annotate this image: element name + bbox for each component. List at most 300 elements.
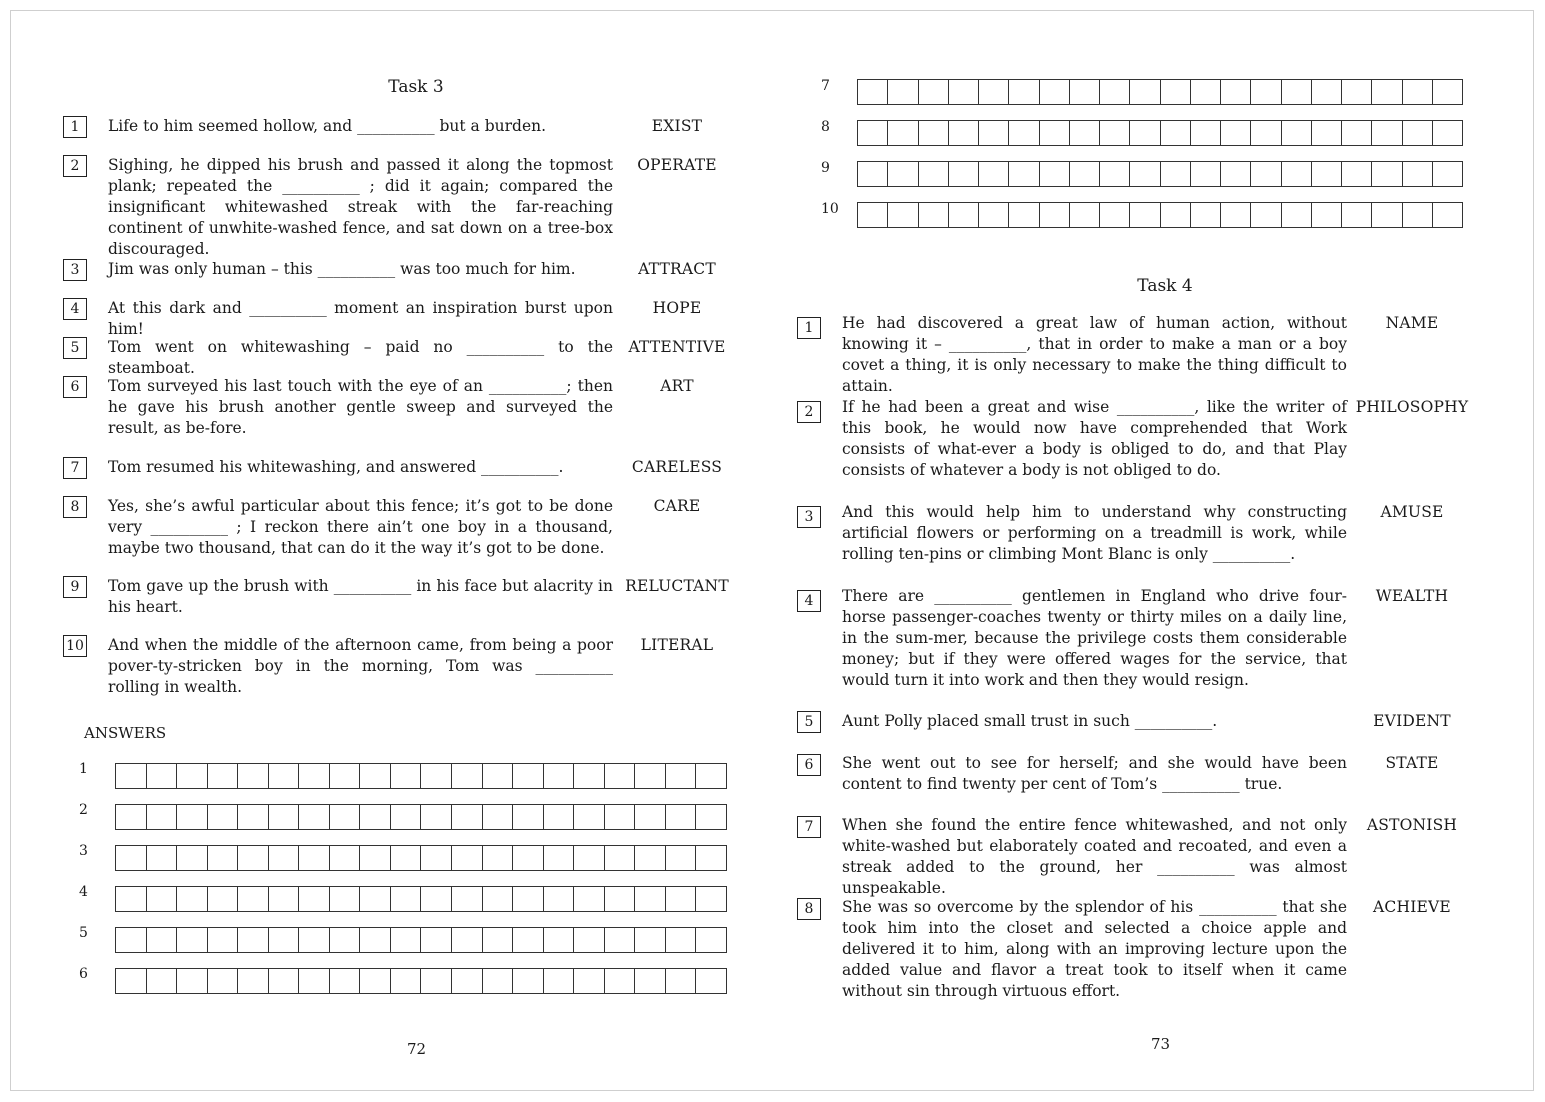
answer-cell[interactable] [635,928,666,952]
item-keyword: OPERATE [637,156,717,174]
answer-cell[interactable] [421,846,452,870]
answer-row-5 [79,925,729,955]
answer-row-number: 3 [79,843,88,859]
answer-cell[interactable] [1130,162,1160,186]
item-keyword: RELUCTANT [625,577,729,595]
answer-cell[interactable] [238,846,269,870]
answer-cell[interactable] [513,928,544,952]
answer-cell[interactable] [116,846,147,870]
answer-cell[interactable] [269,969,300,993]
item-number: 4 [797,590,821,612]
item-sentence: Life to him seemed hollow, and __________ but a burden. [108,117,547,135]
answer-cell[interactable] [1161,121,1191,145]
answer-row-1 [79,761,729,791]
answer-grid[interactable] [115,763,727,789]
answer-cell[interactable] [666,846,697,870]
answer-cell[interactable] [605,928,636,952]
answer-cell[interactable] [1221,80,1251,104]
answer-cell[interactable] [513,969,544,993]
answer-cell[interactable] [949,121,979,145]
item-sentence: She was so overcome by the splendor of his __________ that she took him into the closet and selected a choice apple and delivered it to him, along with an improving lecture upon the added value and flavor a treat took to itself when it came without sin through virtuous effort. [842,898,1347,1000]
task3-item-8 [63,496,733,562]
answer-cell[interactable] [1433,162,1462,186]
answer-cell[interactable] [1403,162,1433,186]
answer-row-4 [79,884,729,914]
answer-cell[interactable] [238,969,269,993]
answer-row-8 [821,119,1471,149]
answer-cell[interactable] [238,764,269,788]
answer-cell[interactable] [1403,80,1433,104]
answer-cell[interactable] [979,80,1009,104]
answer-cell[interactable] [177,764,208,788]
answer-cell[interactable] [1191,203,1221,227]
task3-item-9 [63,576,733,621]
answer-cell[interactable] [1161,162,1191,186]
item-number: 2 [63,155,87,177]
page-number: 72 [407,1040,427,1058]
task3-item-1 [63,116,733,140]
answer-cell[interactable] [483,928,514,952]
answer-cell[interactable] [208,969,239,993]
answer-cell[interactable] [544,805,575,829]
item-number: 9 [63,576,87,598]
answer-cell[interactable] [421,805,452,829]
answer-cell[interactable] [483,846,514,870]
item-number: 8 [797,898,821,920]
item-keyword: EVIDENT [1373,712,1451,730]
answer-cell[interactable] [949,162,979,186]
task-3-title: Task 3 [388,77,444,97]
task4-item-3 [797,502,1477,568]
item-number: 3 [797,506,821,528]
answer-grid[interactable] [115,804,727,830]
answer-cell[interactable] [513,887,544,911]
item-keyword: ASTONISH [1366,816,1458,834]
answer-cell[interactable] [1070,162,1100,186]
answers-label: ANSWERS [84,724,167,742]
answer-cell[interactable] [574,846,605,870]
answer-cell[interactable] [1161,203,1191,227]
answer-cell[interactable] [1040,80,1070,104]
item-keyword: PHILOSOPHY [1355,398,1469,416]
answer-cell[interactable] [299,887,330,911]
answer-cell[interactable] [1372,162,1402,186]
answer-cell[interactable] [1433,121,1462,145]
answer-cell[interactable] [269,887,300,911]
answer-grid[interactable] [115,886,727,912]
answer-cell[interactable] [116,764,147,788]
answer-cell[interactable] [1161,80,1191,104]
answer-cell[interactable] [979,121,1009,145]
answer-cell[interactable] [391,887,422,911]
answer-cell[interactable] [1040,121,1070,145]
answer-cell[interactable] [1251,80,1281,104]
answer-cell[interactable] [1342,162,1372,186]
item-keyword: WEALTH [1375,587,1449,605]
answer-cell[interactable] [147,887,178,911]
answer-cell[interactable] [208,928,239,952]
item-number: 5 [797,711,821,733]
answer-cell[interactable] [116,969,147,993]
item-keyword: STATE [1385,754,1439,772]
answer-cell[interactable] [208,764,239,788]
item-keyword: ATTRACT [638,260,716,278]
answer-cell[interactable] [1009,80,1039,104]
answer-row-number: 8 [821,119,830,135]
answer-cell[interactable] [360,928,391,952]
answer-grid[interactable] [857,79,1463,105]
answer-cell[interactable] [116,928,147,952]
answer-cell[interactable] [147,764,178,788]
answer-cell[interactable] [421,764,452,788]
item-keyword: EXIST [651,117,703,135]
answer-cell[interactable] [635,805,666,829]
answer-cell[interactable] [696,805,726,829]
item-number: 6 [63,376,87,398]
item-keyword: HOPE [652,299,702,317]
answer-cell[interactable] [544,846,575,870]
answer-cell[interactable] [513,846,544,870]
answer-cell[interactable] [1070,121,1100,145]
item-sentence: Yes, she’s awful particular about this fence; it’s got to be done very __________ ; I reckon there ain’t one boy in a thousand, maybe two thousand, that can do it the way it’s got to be done. [108,497,613,557]
page-number: 73 [1151,1035,1171,1053]
answer-cell[interactable] [858,203,888,227]
answer-row-number: 1 [79,761,88,777]
answer-cell[interactable] [1130,80,1160,104]
answer-cell[interactable] [1009,203,1039,227]
item-sentence: Tom gave up the brush with __________ in his face but alacrity in his heart. [108,577,613,616]
answer-cell[interactable] [919,80,949,104]
answer-cell[interactable] [574,969,605,993]
answer-cell[interactable] [452,969,483,993]
answer-cell[interactable] [949,203,979,227]
answer-cell[interactable] [1403,121,1433,145]
answer-cell[interactable] [391,928,422,952]
answer-cell[interactable] [1342,80,1372,104]
task3-item-5 [63,337,733,377]
task4-item-6 [797,753,1477,798]
item-keyword: ART [660,377,694,395]
answer-cell[interactable] [979,162,1009,186]
item-sentence: Tom resumed his whitewashing, and answered __________. [108,458,564,476]
answer-cell[interactable] [888,203,918,227]
answer-grid[interactable] [857,161,1463,187]
item-number: 5 [63,337,87,359]
item-keyword: CARELESS [631,458,723,476]
answer-cell[interactable] [544,928,575,952]
answer-cell[interactable] [269,846,300,870]
answer-cell[interactable] [177,969,208,993]
task4-item-4 [797,586,1477,696]
item-sentence: If he had been a great and wise __________, like the writer of this book, he would now have comprehended that Work consists of what-ever a body is obliged to do, and that Play consists of whatever a body is not obliged to do. [842,398,1347,479]
answer-cell[interactable] [452,887,483,911]
answer-cell[interactable] [666,805,697,829]
answer-cell[interactable] [635,969,666,993]
answer-cell[interactable] [483,887,514,911]
item-number: 7 [63,457,87,479]
answer-cell[interactable] [666,928,697,952]
answer-cell[interactable] [544,887,575,911]
answer-cell[interactable] [1312,80,1342,104]
answer-cell[interactable] [919,203,949,227]
answer-cell[interactable] [544,764,575,788]
answer-cell[interactable] [1009,162,1039,186]
answer-cell[interactable] [574,764,605,788]
answer-cell[interactable] [421,928,452,952]
answer-cell[interactable] [147,928,178,952]
answer-cell[interactable] [1070,203,1100,227]
answer-cell[interactable] [605,969,636,993]
answer-cell[interactable] [116,805,147,829]
answer-cell[interactable] [1342,121,1372,145]
answer-row-number: 7 [821,78,830,94]
answer-cell[interactable] [1433,203,1462,227]
answer-cell[interactable] [269,928,300,952]
answer-cell[interactable] [979,203,1009,227]
answer-cell[interactable] [147,846,178,870]
answer-cell[interactable] [574,805,605,829]
answer-cell[interactable] [330,928,361,952]
item-number: 7 [797,816,821,838]
answer-cell[interactable] [1191,121,1221,145]
answer-cell[interactable] [1191,162,1221,186]
answer-cell[interactable] [888,80,918,104]
book-spread [10,10,1534,1091]
answer-cell[interactable] [1372,203,1402,227]
answer-cell[interactable] [513,805,544,829]
answer-cell[interactable] [269,805,300,829]
answer-grid[interactable] [115,927,727,953]
answer-grid[interactable] [115,968,727,994]
answer-row-number: 5 [79,925,88,941]
answer-cell[interactable] [1251,121,1281,145]
task4-item-8 [797,897,1477,1000]
answer-cell[interactable] [1342,203,1372,227]
answer-cell[interactable] [1100,162,1130,186]
answer-cell[interactable] [858,162,888,186]
answer-cell[interactable] [208,887,239,911]
item-number: 10 [63,635,87,657]
answer-cell[interactable] [696,969,726,993]
answer-row-3 [79,843,729,873]
answer-cell[interactable] [1221,121,1251,145]
item-sentence: And when the middle of the afternoon came, from being a poor pover-ty-stricken boy in the morning, Tom was __________ rolling in wealth. [108,636,613,696]
answer-cell[interactable] [360,887,391,911]
answer-cell[interactable] [360,805,391,829]
item-number: 1 [797,317,821,339]
task3-item-4 [63,298,733,338]
answer-cell[interactable] [1282,121,1312,145]
item-sentence: At this dark and __________ moment an inspiration burst upon him! [108,299,613,338]
item-sentence: Sighing, he dipped his brush and passed it along the topmost plank; repeated the __________ ; did it again; compared the insignificant whitewashed streak with the far-reaching continent of unwhite-washed fence, and sat down on a tree-box discouraged. [108,156,613,258]
answer-cell[interactable] [1312,121,1342,145]
answer-cell[interactable] [238,928,269,952]
answer-cell[interactable] [452,846,483,870]
answer-cell[interactable] [1040,203,1070,227]
answer-cell[interactable] [421,969,452,993]
task3-item-6 [63,376,733,442]
answer-cell[interactable] [208,805,239,829]
answer-cell[interactable] [452,805,483,829]
answer-cell[interactable] [391,846,422,870]
answer-cell[interactable] [330,764,361,788]
answer-cell[interactable] [1070,80,1100,104]
answer-cell[interactable] [858,80,888,104]
task3-item-7 [63,457,733,481]
answer-cell[interactable] [299,846,330,870]
answer-grid[interactable] [857,120,1463,146]
answer-cell[interactable] [1372,80,1402,104]
item-sentence: Tom went on whitewashing – paid no __________ to the steamboat. [108,338,613,377]
answer-cell[interactable] [1372,121,1402,145]
answer-cell[interactable] [360,846,391,870]
answer-cell[interactable] [1282,80,1312,104]
answer-cell[interactable] [1403,203,1433,227]
answer-cell[interactable] [888,121,918,145]
right-page [773,11,1535,1090]
item-keyword: ATTENTIVE [628,338,726,356]
answer-cell[interactable] [483,764,514,788]
answer-cell[interactable] [635,846,666,870]
answer-cell[interactable] [1191,80,1221,104]
answer-cell[interactable] [574,887,605,911]
answer-cell[interactable] [299,969,330,993]
answer-cell[interactable] [605,805,636,829]
answer-cell[interactable] [391,805,422,829]
answer-cell[interactable] [513,764,544,788]
item-sentence: When she found the entire fence whitewashed, and not only white-washed but elaborately coated and recoated, and even a streak added to the ground, her __________ was almost unspeakable. [842,816,1347,897]
answer-cell[interactable] [666,764,697,788]
item-number: 4 [63,298,87,320]
item-number: 1 [63,116,87,138]
item-sentence: There are __________ gentlemen in England who drive four-horse passenger-coaches twenty or thirty miles on a daily line, in the sum-mer, because the privilege costs them considerable money; but if they were offered wages for the service, that would turn it into work and then they would resign. [842,587,1347,689]
answer-cell[interactable] [635,887,666,911]
answer-cell[interactable] [919,162,949,186]
task4-item-5 [797,711,1477,735]
answer-cell[interactable] [605,764,636,788]
answer-cell[interactable] [483,969,514,993]
item-number: 3 [63,259,87,281]
answer-cell[interactable] [269,764,300,788]
answer-cell[interactable] [483,805,514,829]
item-keyword: LITERAL [640,636,714,654]
answer-row-2 [79,802,729,832]
answer-cell[interactable] [452,764,483,788]
item-sentence: She went out to see for herself; and she would have been content to find twenty per cent of Tom’s __________ true. [842,754,1347,793]
answer-row-number: 2 [79,802,88,818]
answer-cell[interactable] [1130,121,1160,145]
answer-grid[interactable] [857,202,1463,228]
answer-cell[interactable] [1100,121,1130,145]
answer-cell[interactable] [544,969,575,993]
answer-cell[interactable] [888,162,918,186]
item-keyword: NAME [1385,314,1439,332]
answer-row-10 [821,201,1471,231]
answer-row-number: 9 [821,160,830,176]
answer-cell[interactable] [299,764,330,788]
answer-cell[interactable] [238,805,269,829]
answer-cell[interactable] [177,805,208,829]
answer-cell[interactable] [330,805,361,829]
answer-cell[interactable] [208,846,239,870]
answer-cell[interactable] [1282,162,1312,186]
answer-cell[interactable] [1433,80,1462,104]
answer-cell[interactable] [1040,162,1070,186]
item-sentence: Jim was only human – this __________ was too much for him. [108,260,576,278]
answer-cell[interactable] [858,121,888,145]
answer-row-number: 6 [79,966,88,982]
answer-cell[interactable] [391,764,422,788]
answer-cell[interactable] [452,928,483,952]
answer-cell[interactable] [1221,162,1251,186]
answer-cell[interactable] [605,887,636,911]
answer-cell[interactable] [696,887,726,911]
answer-grid[interactable] [115,845,727,871]
answer-cell[interactable] [177,887,208,911]
answer-cell[interactable] [1251,203,1281,227]
answer-cell[interactable] [391,969,422,993]
answer-cell[interactable] [1312,162,1342,186]
answer-cell[interactable] [696,764,726,788]
item-sentence: Aunt Polly placed small trust in such __________. [842,712,1218,730]
answer-cell[interactable] [147,805,178,829]
answer-cell[interactable] [666,969,697,993]
answer-cell[interactable] [177,928,208,952]
answer-cell[interactable] [177,846,208,870]
answer-cell[interactable] [330,887,361,911]
left-page [11,11,773,1090]
answer-cell[interactable] [1130,203,1160,227]
answer-cell[interactable] [299,928,330,952]
answer-cell[interactable] [574,928,605,952]
item-sentence: He had discovered a great law of human action, without knowing it – __________, that in order to make a man or a boy covet a thing, it is only necessary to make the thing difficult to attain. [842,314,1347,395]
task3-item-2 [63,155,733,258]
task4-item-2 [797,397,1477,485]
task4-item-7 [797,815,1477,897]
answer-cell[interactable] [421,887,452,911]
answer-row-number: 4 [79,884,88,900]
answer-row-9 [821,160,1471,190]
answer-cell[interactable] [919,121,949,145]
answer-cell[interactable] [605,846,636,870]
answer-cell[interactable] [147,969,178,993]
answer-cell[interactable] [360,969,391,993]
answer-cell[interactable] [1312,203,1342,227]
task4-item-1 [797,313,1477,395]
answer-cell[interactable] [299,805,330,829]
answer-cell[interactable] [1251,162,1281,186]
answer-cell[interactable] [238,887,269,911]
answer-cell[interactable] [949,80,979,104]
answer-cell[interactable] [696,928,726,952]
answer-cell[interactable] [1282,203,1312,227]
task-4-title: Task 4 [1137,276,1193,296]
answer-cell[interactable] [666,887,697,911]
answer-row-7 [821,78,1471,108]
answer-cell[interactable] [1100,203,1130,227]
item-number: 6 [797,754,821,776]
answer-cell[interactable] [330,846,361,870]
answer-cell[interactable] [1221,203,1251,227]
answer-cell[interactable] [116,887,147,911]
answer-cell[interactable] [1009,121,1039,145]
answer-cell[interactable] [360,764,391,788]
answer-cell[interactable] [696,846,726,870]
answer-cell[interactable] [330,969,361,993]
answer-cell[interactable] [635,764,666,788]
answer-cell[interactable] [1100,80,1130,104]
task3-item-10 [63,635,733,696]
